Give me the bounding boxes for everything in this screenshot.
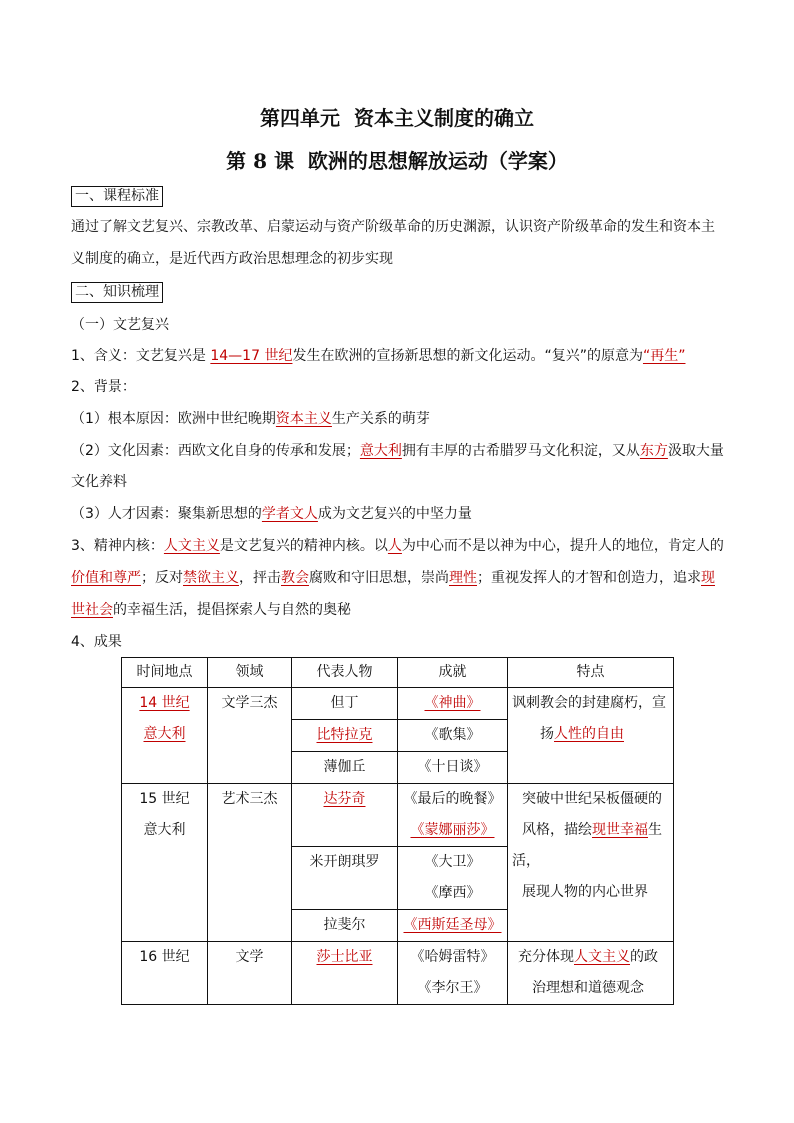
header-feature: 特点 [508, 658, 674, 688]
lesson-title: 第 8 课 欧洲的思想解放运动（学案） [226, 149, 568, 173]
cell-person: 米开朗琪罗 [292, 847, 398, 910]
item-spirit-line3: 世社会的幸福生活，提倡探索人与自然的奥秘 [71, 602, 351, 618]
cell-time-place: 14 世纪 意大利 [122, 688, 208, 784]
cell-person: 薄伽丘 [292, 752, 398, 784]
table-row [122, 784, 674, 847]
cell-field: 文学三杰 [208, 688, 292, 784]
item-definition: 1、含义：文艺复兴是 14—17 世纪发生在欧洲的宣扬新思想的新文化运动。“复兴”的原意为“再生” [71, 348, 686, 364]
cell-achievement: 《哈姆雷特》 《李尔王》 [398, 942, 508, 1005]
background-talent: （3）人才因素：聚集新思想的学者文人成为文艺复兴的中坚力量 [71, 506, 472, 522]
item-spirit-line1: 3、精神内核：人文主义是文艺复兴的精神内核。以人为中心而不是以神为中心，提升人的地位，肯定人的 [71, 538, 724, 554]
item-background: 2、背景： [71, 379, 136, 395]
cell-person: 但丁 [292, 688, 398, 720]
header-person: 代表人物 [292, 658, 398, 688]
header-achievement: 成就 [398, 658, 508, 688]
cell-achievement: 《神曲》 [398, 688, 508, 720]
cell-feature: 突破中世纪呆板僵硬的 风格，描绘现世幸福生活， 展现人物的内心世界 [508, 784, 674, 942]
table-header-row [122, 658, 674, 688]
cell-feature: 充分体现人文主义的政 治理想和道德观念 [508, 942, 674, 1005]
cell-achievement: 《歌集》 [398, 720, 508, 752]
cell-field: 文学 [208, 942, 292, 1005]
section-heading-knowledge: 二、知识梳理 [71, 282, 163, 303]
achievements-table [121, 657, 674, 1005]
item-achievements: 4、成果 [71, 634, 122, 650]
cell-achievement: 《大卫》 《摩西》 [398, 847, 508, 910]
standard-text-line1: 通过了解文艺复兴、宗教改革、启蒙运动与资产阶级革命的历史渊源，认识资产阶级革命的发生和资本主 [71, 219, 715, 235]
table-row [122, 942, 674, 1005]
unit-title: 第四单元 资本主义制度的确立 [260, 106, 534, 130]
cell-person: 比特拉克 [292, 720, 398, 752]
background-culture: （2）文化因素：西欧文化自身的传承和发展；意大利拥有丰厚的古希腊罗马文化积淀，又从东方汲取大量 [71, 443, 724, 459]
header-field: 领域 [208, 658, 292, 688]
cell-feature: 讽刺教会的封建腐朽，宣 扬人性的自由 [508, 688, 674, 784]
cell-time-place: 15 世纪 意大利 [122, 784, 208, 942]
cell-person: 拉斐尔 [292, 910, 398, 942]
section-heading-standard: 一、课程标准 [71, 186, 163, 207]
cell-field: 艺术三杰 [208, 784, 292, 942]
standard-text-line2: 义制度的确立，是近代西方政治思想理念的初步实现 [71, 251, 393, 267]
cell-time-place: 16 世纪 [122, 942, 208, 1005]
cell-achievement: 《西斯廷圣母》 [398, 910, 508, 942]
cell-achievement: 《最后的晚餐》 《蒙娜丽莎》 [398, 784, 508, 847]
background-root-cause: （1）根本原因：欧洲中世纪晚期资本主义生产关系的萌芽 [71, 411, 430, 427]
cell-person: 莎士比亚 [292, 942, 398, 1005]
cell-achievement: 《十日谈》 [398, 752, 508, 784]
header-time-place: 时间地点 [122, 658, 208, 688]
background-culture-cont: 文化养料 [71, 474, 127, 490]
subsection-renaissance: （一）文艺复兴 [71, 317, 169, 333]
cell-person: 达芬奇 [292, 784, 398, 847]
table-row [122, 688, 674, 720]
item-spirit-line2: 价值和尊严；反对禁欲主义，抨击教会腐败和守旧思想，崇尚理性；重视发挥人的才智和创造力，追求现 [71, 570, 715, 586]
